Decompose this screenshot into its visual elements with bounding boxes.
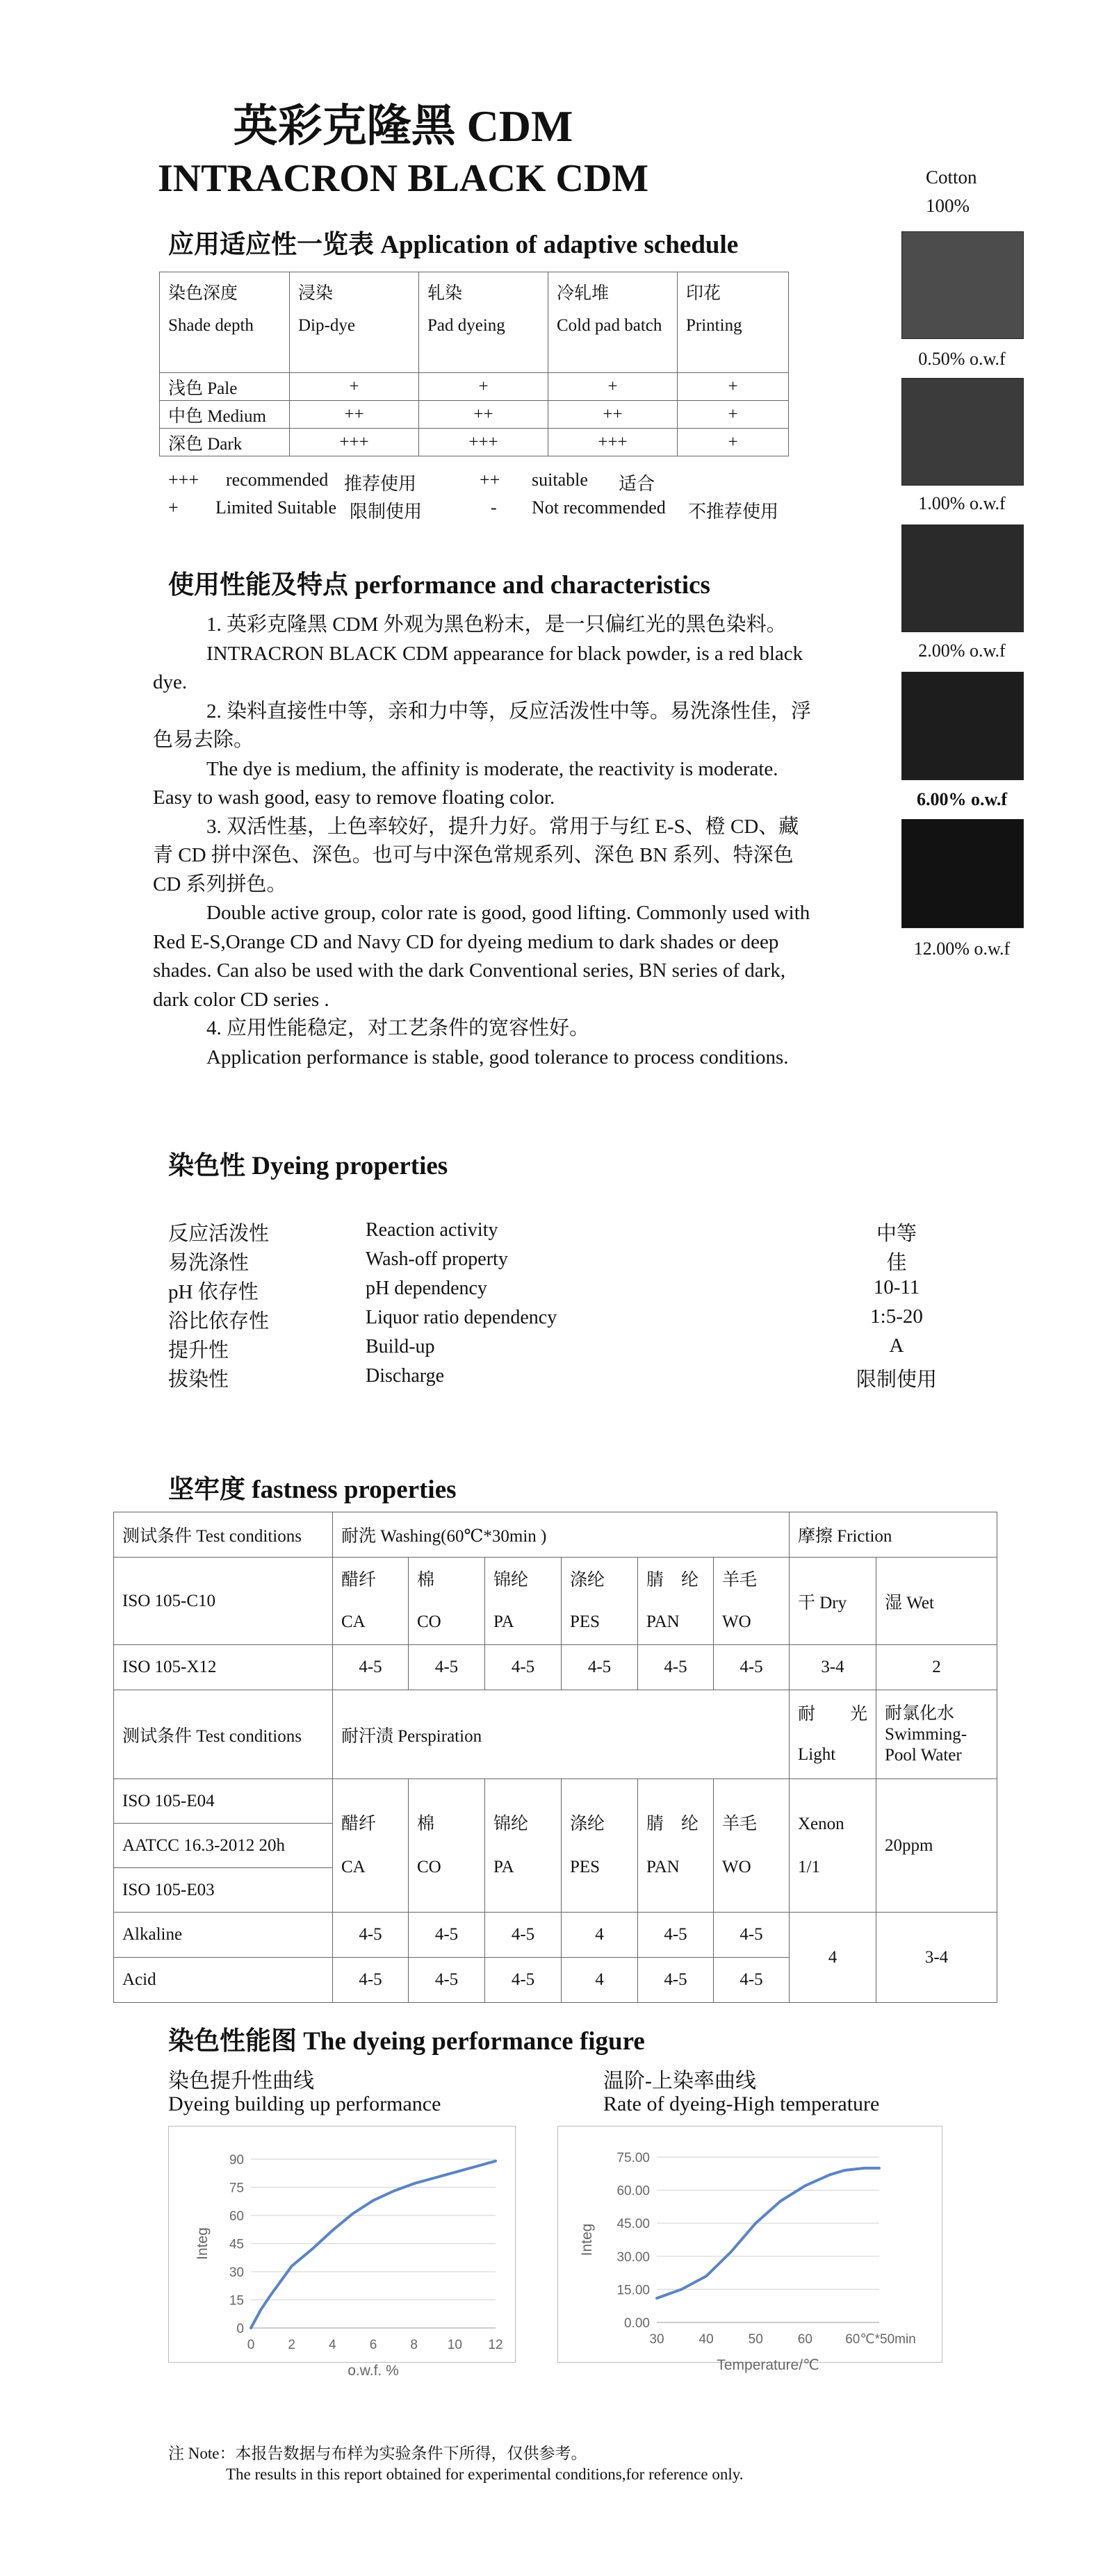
right-figure-en: Rate of dyeing-High temperature: [603, 2092, 880, 2115]
cell: +: [419, 373, 548, 401]
test-conditions-label: 测试条件 Test conditions: [114, 1512, 333, 1558]
fiber-en: WO: [722, 1857, 751, 1876]
cell: +++: [419, 429, 548, 456]
cell: 4-5: [485, 1958, 562, 2003]
hdr-en: Shade depth: [168, 316, 254, 335]
title-en: INTRACRON BLACK CDM: [157, 157, 649, 200]
figures-heading: 染色性能图 The dyeing performance figure: [168, 2027, 645, 2056]
fiber-en: CO: [417, 1857, 441, 1876]
prop-value: 佳: [886, 1252, 907, 1274]
x-tick-label: 4: [329, 2338, 336, 2352]
cell: 2: [876, 1645, 997, 1690]
swatch-2-0: [901, 525, 1024, 632]
std-aatcc: AATCC 16.3-2012 20h: [114, 1824, 333, 1868]
fiber-cn: 涤纶: [570, 1570, 605, 1590]
light-cn: 耐 光: [798, 1704, 868, 1724]
pool-value: 3-4: [876, 1913, 997, 2003]
cell: 3-4: [790, 1645, 876, 1690]
fiber-cn: 羊毛: [722, 1570, 758, 1590]
temperature-chart-svg: [558, 2127, 942, 2373]
fiber-en: PA: [493, 1857, 514, 1876]
prop-value: 中等: [876, 1223, 917, 1245]
dry-header: 干 Dry: [790, 1558, 876, 1645]
fiber-en: CA: [341, 1857, 366, 1876]
table-row: [114, 1645, 997, 1690]
y-axis-label: Integ: [579, 2223, 595, 2256]
iso-x12: ISO 105-X12: [114, 1645, 333, 1690]
fiber-en: CO: [417, 1612, 441, 1631]
test-conditions-label: 测试条件 Test conditions: [114, 1690, 333, 1779]
left-figure-cn: 染色提升性曲线: [168, 2070, 314, 2092]
prop-en: Wash-off property: [366, 1248, 508, 1270]
cell: 4-5: [485, 1913, 562, 1958]
cell: 4-5: [333, 1958, 409, 2003]
swatch-label: 0.50% o.w.f: [918, 349, 1006, 369]
hdr-cn: 印花: [686, 284, 721, 303]
fiber-en: CA: [341, 1612, 366, 1631]
x-axis-label: o.w.f. %: [348, 2363, 399, 2379]
application-table: [159, 272, 789, 456]
performance-heading: 使用性能及特点 performance and characteristics: [168, 571, 710, 600]
swatch-label: 12.00% o.w.f: [913, 939, 1011, 959]
cell: +++: [290, 429, 419, 456]
y-axis-label: Integ: [195, 2227, 211, 2260]
left-figure-en: Dyeing building up performance: [168, 2092, 441, 2115]
alkaline-label: Alkaline: [114, 1913, 333, 1958]
legend-cn: 限制使用: [350, 502, 423, 522]
prop-cn: 浴比依存性: [168, 1310, 270, 1332]
std-e04: ISO 105-E04: [114, 1779, 333, 1824]
cell: 4-5: [714, 1958, 790, 2003]
perf-item-cn: 3. 双活性基，上色率较好，提升力好。常用于与红 E-S、橙 CD、藏青 CD 拼中深色、深色。也可与中深色常规系列、深色 BN 系列、特深色 CD 系列拼色。: [153, 815, 799, 895]
y-tick-label: 45.00: [616, 2217, 650, 2232]
acid-label: Acid: [114, 1958, 333, 2003]
fiber-cn: 涤纶: [570, 1814, 605, 1833]
cell: ++: [290, 401, 419, 429]
swatch-label: 6.00% o.w.f: [917, 789, 1007, 809]
fiber-cn: 棉: [417, 1570, 435, 1590]
shade-label: 浅色 Pale: [160, 373, 290, 401]
perf-item-cn: 1. 英彩克隆黑 CDM 外观为黑色粉末，是一只偏红光的黑色染料。: [206, 613, 787, 636]
x-tick-label: 0: [247, 2338, 255, 2352]
note-en: The results in this report obtained for experimental conditions,for reference only.: [226, 2466, 744, 2483]
x-tick-label: 50: [748, 2332, 763, 2347]
fiber-cn: 锦纶: [493, 1570, 529, 1590]
prop-en: pH dependency: [366, 1278, 487, 1299]
y-tick-label: 0.00: [624, 2316, 650, 2331]
cell: +: [678, 429, 789, 456]
series-line: [657, 2168, 879, 2298]
fiber-cn: 棉: [417, 1814, 435, 1833]
cell: ++: [548, 401, 678, 429]
x-tick-label: 6: [369, 2338, 377, 2352]
hdr-en: Cold pad batch: [557, 316, 662, 335]
swatch-label: 2.00% o.w.f: [918, 641, 1006, 661]
swatch-label: 1.00% o.w.f: [918, 493, 1006, 513]
table-row: [160, 429, 789, 456]
std-e03: ISO 105-E03: [114, 1868, 333, 1913]
shade-label: 深色 Dark: [160, 429, 290, 456]
xenon-label: Xenon: [798, 1814, 844, 1833]
xenon-value: 1/1: [798, 1857, 820, 1876]
x-tick-label: 8: [410, 2338, 418, 2352]
right-figure-cn: 温阶-上染率曲线: [603, 2070, 756, 2092]
fiber-cn: 羊毛: [722, 1814, 758, 1833]
hdr-en: Pad dyeing: [427, 316, 505, 335]
cell: 4-5: [333, 1645, 409, 1690]
fiber-en: PAN: [646, 1857, 680, 1876]
legend-en: Not recommended: [532, 497, 666, 518]
legend-sym: -: [491, 497, 497, 518]
legend-cn: 推荐使用: [344, 474, 417, 494]
y-tick-label: 30.00: [616, 2249, 650, 2265]
cell: 4-5: [562, 1645, 638, 1690]
cell: 4: [562, 1913, 638, 1958]
table-row: [160, 401, 789, 429]
perspiration-header: 耐汗渍 Perspiration: [333, 1690, 790, 1779]
perf-item-en: Double active group, color rate is good, good lifting. Commonly used with Red E-S,Orange CD and Navy CD for dyeing medium to dark shades or deep shades. Can also be used with the dark Conventional series, BN series of dark, dark color CD series .: [153, 902, 810, 1011]
cell: +: [678, 373, 789, 401]
y-tick-label: 60: [229, 2209, 244, 2224]
y-tick-label: 30: [229, 2265, 244, 2280]
title-cn: 英彩克隆黑 CDM: [233, 101, 573, 151]
y-tick-label: 60.00: [616, 2183, 650, 2199]
perf-item-en: Application performance is stable, good tolerance to process conditions.: [206, 1046, 789, 1068]
prop-value: A: [889, 1335, 904, 1357]
prop-cn: 反应活泼性: [168, 1223, 270, 1245]
cell: 4-5: [409, 1913, 485, 1958]
legend-sym: ++: [480, 470, 500, 490]
shade-label: 中色 Medium: [160, 401, 290, 429]
swatch-1-0: [901, 378, 1024, 486]
legend-en: suitable: [532, 470, 588, 490]
legend-cn: 不推荐使用: [688, 502, 779, 522]
prop-value: 限制使用: [856, 1369, 937, 1391]
swatch-0-5: [901, 231, 1024, 339]
cell: +: [548, 373, 678, 401]
cell: 4-5: [638, 1913, 714, 1958]
fiber-cn: 醋纤: [341, 1814, 377, 1833]
y-tick-label: 45: [229, 2237, 244, 2252]
prop-cn: 易洗涤性: [168, 1252, 250, 1274]
cell: +: [678, 401, 789, 429]
y-tick-label: 75.00: [616, 2151, 650, 2165]
prop-en: Reaction activity: [366, 1219, 498, 1241]
dyeing-properties-heading: 染色性 Dyeing properties: [168, 1152, 448, 1180]
x-tick-label: 60: [797, 2332, 812, 2347]
fastness-table: [113, 1512, 997, 2003]
pool-cn: 耐氯化水: [885, 1703, 955, 1723]
fastness-heading: 坚牢度 fastness properties: [168, 1476, 457, 1504]
pool-en: Swimming-Pool Water: [885, 1724, 967, 1765]
x-tick-label: 10: [447, 2338, 462, 2352]
legend-cn: 适合: [619, 474, 655, 494]
perf-item-en: INTRACRON BLACK CDM appearance for black powder, is a red black dye.: [153, 642, 803, 693]
wet-header: 湿 Wet: [876, 1558, 997, 1645]
fiber-en: WO: [722, 1612, 751, 1631]
swatch-12-0: [901, 819, 1024, 928]
perf-item-cn: 2. 染料直接性中等，亲和力中等，反应活泼性中等。易洗涤性佳，浮色易去除。: [153, 700, 812, 751]
hdr-cn: 轧染: [427, 284, 463, 303]
prop-en: Build-up: [366, 1336, 435, 1357]
fiber-en: PES: [570, 1857, 600, 1876]
x-axis-label: Temperature/℃: [717, 2357, 819, 2373]
legend-en: Limited Suitable: [215, 497, 337, 518]
cell: +++: [548, 429, 678, 456]
y-tick-label: 90: [229, 2153, 244, 2168]
hdr-en: Printing: [686, 316, 742, 335]
fiber-cn: 腈 纶: [646, 1814, 699, 1833]
swatch-material-pct: 100%: [926, 195, 970, 216]
y-tick-label: 15: [229, 2293, 244, 2309]
table-row: [160, 373, 789, 401]
fiber-en: PES: [570, 1612, 600, 1631]
y-tick-label: 75: [229, 2181, 244, 2196]
x-tick-label: 60℃*50min: [845, 2332, 916, 2347]
prop-en: Discharge: [366, 1365, 444, 1387]
friction-header: 摩擦 Friction: [790, 1512, 997, 1558]
cell: 4-5: [409, 1958, 485, 2003]
fiber-en: PA: [493, 1612, 514, 1631]
cell: +: [290, 373, 419, 401]
prop-value: 1:5-20: [870, 1305, 923, 1328]
hdr-cn: 浸染: [298, 284, 334, 303]
legend-sym: +++: [168, 470, 199, 490]
cell: 4: [562, 1958, 638, 2003]
perf-item-en: The dye is medium, the affinity is moderate, the reactivity is moderate. Easy to wash good, easy to remove floating color.: [153, 757, 778, 809]
hdr-cn: 冷轧堆: [557, 284, 610, 303]
fiber-en: PAN: [646, 1612, 680, 1631]
build-up-chart-svg: [169, 2127, 515, 2379]
x-tick-label: 40: [698, 2332, 714, 2347]
fiber-cn: 腈 纶: [646, 1570, 699, 1590]
prop-cn: 拔染性: [168, 1369, 229, 1391]
application-heading: 应用适应性一览表 Application of adaptive schedule: [168, 231, 739, 259]
cell: 4-5: [714, 1913, 790, 1958]
build-up-chart: [168, 2126, 516, 2379]
prop-value: 10-11: [873, 1276, 920, 1298]
legend-en: recommended: [226, 470, 329, 490]
perf-item-cn: 4. 应用性能稳定，对工艺条件的宽容性好。: [206, 1017, 590, 1039]
y-tick-label: 15.00: [616, 2283, 650, 2298]
cell: 4-5: [333, 1913, 409, 1958]
x-tick-label: 12: [488, 2338, 503, 2352]
temperature-chart: [557, 2126, 942, 2373]
x-tick-label: 2: [288, 2338, 295, 2352]
note-cn: 注 Note：本报告数据与布样为实验条件下所得，仅供参考。: [168, 2445, 587, 2462]
swatch-6-0: [901, 672, 1024, 780]
performance-text: [153, 611, 813, 1072]
washing-header: 耐洗 Washing(60℃*30min ): [333, 1512, 790, 1558]
cell: 4-5: [485, 1645, 562, 1690]
light-value: 4: [790, 1913, 876, 2003]
series-line: [251, 2161, 496, 2328]
table-row: [114, 1913, 997, 1958]
prop-cn: 提升性: [168, 1339, 229, 1362]
cell: 4-5: [638, 1645, 714, 1690]
legend-sym: +: [168, 497, 179, 518]
x-tick-label: 30: [649, 2332, 664, 2347]
cell: 4-5: [714, 1645, 790, 1690]
cell: 4-5: [638, 1958, 714, 2003]
light-en: Light: [798, 1744, 836, 1764]
prop-en: Liquor ratio dependency: [366, 1307, 557, 1328]
prop-cn: pH 依存性: [168, 1281, 259, 1303]
iso-c10: ISO 105-C10: [114, 1558, 333, 1645]
cell: 4-5: [409, 1645, 485, 1690]
fiber-cn: 锦纶: [493, 1814, 529, 1833]
hdr-en: Dip-dye: [298, 316, 355, 335]
ppm-label: 20ppm: [876, 1779, 997, 1913]
y-tick-label: 0: [236, 2322, 244, 2336]
cell: ++: [419, 401, 548, 429]
fiber-cn: 醋纤: [341, 1570, 377, 1590]
swatch-material: Cotton: [926, 167, 977, 188]
hdr-cn: 染色深度: [168, 284, 238, 303]
